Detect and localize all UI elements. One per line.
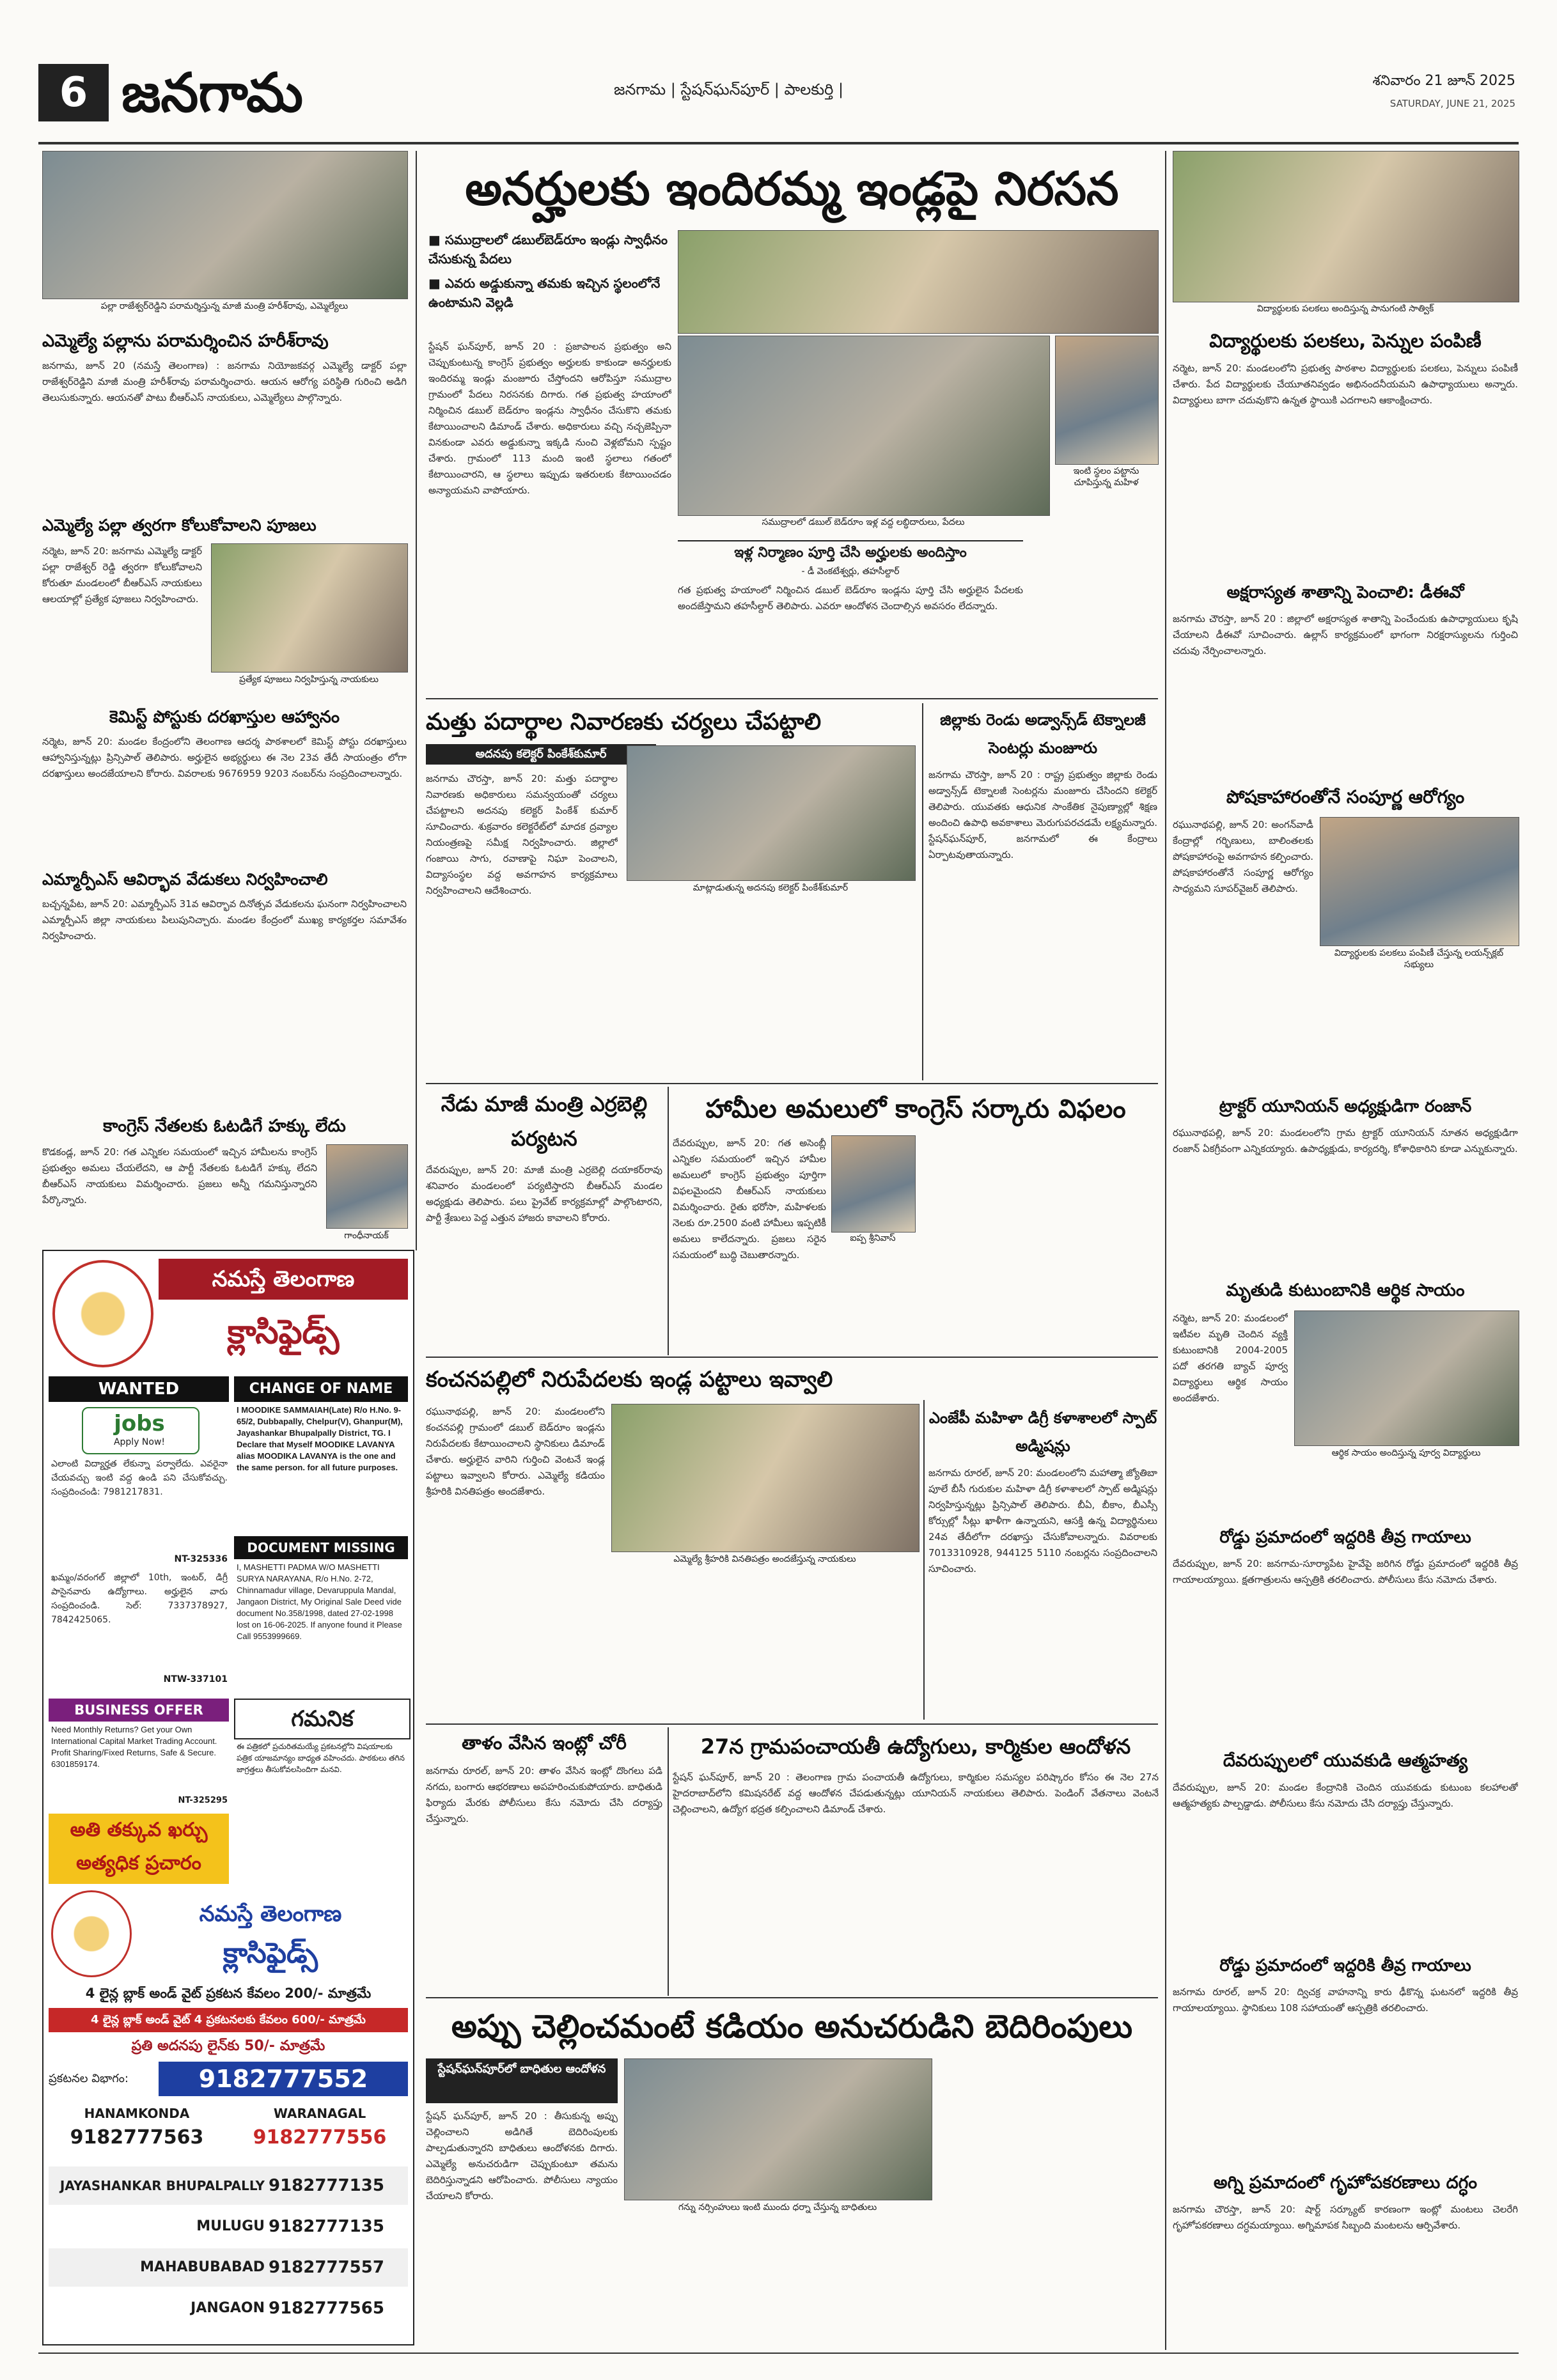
footer-rule xyxy=(38,2353,1519,2354)
quote-body: గత ప్రభుత్వ హయాంలో నిర్మించిన డబుల్ బెడ్‌రూం ఇండ్లను పూర్తి చేసి అర్హులైన పేదలకు అందజేస్తామని తహసీల్దార్ తెలిపారు. ఎవరూ ఆందోళన చెందాల్సిన అవసరం లేదన్నారు. xyxy=(678,584,1023,612)
story-title: ఎంజేపీ మహిళా డిగ్రీ కళాశాలలో స్పాట్ అడ్మిషన్లు xyxy=(928,1409,1157,1455)
business-offer-code: NT-325295 xyxy=(178,1796,228,1805)
notice-header: గమనిక xyxy=(234,1699,411,1739)
story-body: నర్మెట, జూన్ 20: మండల కేంద్రంలోని తెలంగాణ ఆదర్శ పాఠశాలలో కెమిస్ట్ పోస్టు దరఖాస్తులు ఆహ్వానిస్తున్నట్లు ప్రిన్సిపాల్ తెలిపారు. అర్హులైన అభ్యర్థులు ఈ నెల 23వ తేదీ సాయంత్రం లోగా దరఖాస్తులు అందజేయాలని కోరారు. వివరాలకు 9676959 9203 నంబర్‌ను సంప్రదించాలన్నారు. xyxy=(42,736,407,779)
district-line xyxy=(49,2207,408,2246)
classifieds-sub: క్లాసిఫైడ్స్ xyxy=(223,1937,318,1970)
photo-caption: ఐప్ప శ్రీనివాస్ xyxy=(850,1233,896,1243)
business-offer-text: Need Monthly Returns? Get your Own International Capital Market Trading Account. Profit Sharing/Fixed Returns, Safe & Secure. 6301859174. xyxy=(51,1725,217,1769)
photo-caption: విద్యార్థులకు పలకలు పంపిణీ చేస్తున్న లయన్స్‌క్లబ్ సభ్యులు xyxy=(1334,948,1504,970)
photo-caption: ఆర్థిక సాయం అందిస్తున్న పూర్వ విద్యార్థులు xyxy=(1331,1448,1481,1458)
photo-harish-visit xyxy=(42,151,408,299)
story-body: రఘునాథపల్లి, జూన్ 20: మండలంలోని కంచనపల్లి గ్రామంలో డబుల్ బెడ్‌రూం ఇండ్లను నిరుపేదలకు కేటాయించాలని స్థానికులు డిమాండ్ చేశారు. అర్హులైన వారిని గుర్తించి వెంటనే ఇండ్ల పట్టాలు ఇవ్వాలని కోరారు. ఎమ్మెల్యే కడియం శ్రీహరికి వినతిపత్రం అందజేశారు. xyxy=(426,1406,605,1497)
quote-box xyxy=(678,540,1023,688)
classifieds-brand: నమస్తే తెలంగాణ xyxy=(159,1259,408,1300)
story-body-cont xyxy=(921,1135,1157,1353)
story-kicker: అదనపు కలెక్టర్ పింకేశ్‌కుమార్ xyxy=(426,744,656,765)
story-body: కొడకండ్ల, జూన్ 20: గత ఎన్నికల సమయంలో ఇచ్చిన హామీలను కాంగ్రెస్ ప్రభుత్వం అమలు చేయలేదని, ఆ పార్టీ నేతలకు ఓటడిగే హక్కు లేదని బీఆర్‌ఎస్ నాయకులు విమర్శించారు. ప్రజలు అన్నీ గమనిస్తున్నారని పేర్కొన్నారు. xyxy=(42,1146,317,1206)
office-hanamkonda xyxy=(49,2103,225,2160)
col-rule xyxy=(668,1727,669,1996)
district-name: MAHABUBABAD xyxy=(140,2259,265,2275)
photo-caption: విద్యార్థులకు పలకలు అందిస్తున్న పానుగంటి సాత్విక్ xyxy=(1256,304,1434,314)
story-body: స్టేషన్ ఘన్‌పూర్, జూన్ 20 : తెలంగాణ గ్రామ పంచాయతీ ఉద్యోగులు, కార్మికుల సమస్యల పరిష్కారం కోసం ఈ నెల 27న హైదరాబాద్‌లోని కమిషనరేట్ వద్ద ఆందోళన చేపడుతున్నట్లు యూనియన్ నాయకులు తెలిపారు. పెండింగ్ వేతనాలు వెంటనే చెల్లించాలని, ఉద్యోగ భద్రత కల్పించాలని డిమాండ్ చేశారు. xyxy=(673,1771,1159,1815)
story-title: అగ్ని ప్రమాదంలో గృహోపకరణాలు దగ్ధం xyxy=(1213,2173,1478,2193)
lead-body: స్టేషన్ ఘన్‌పూర్, జూన్ 20 : ప్రజాపాలన ప్రభుత్వం అని చెప్పుకుంటున్న కాంగ్రెస్ ప్రభుత్వం అర్హులకు కాకుండా అనర్హులకు ఇందిరమ్మ ఇండ్లు మంజూరు చేస్తోందని ఆరోపిస్తూ సముద్రాల గ్రామంలో పేదలు నిరసనకు దిగారు. గత ప్రభుత్వ హయాంలో నిర్మించిన డబుల్ బెడ్‌రూం ఇండ్లను స్వాధీనం చేసుకొని తమకు కేటాయించాలని డిమాండ్ చేశారు. అధికారులు వచ్చి నచ్చజెప్పినా వినకుండా ఎవరు అడ్డుకున్నా ఇక్కడి నుంచి వెళ్లబోమని స్పష్టం చేశారు. గ్రామంలో 113 మంది ఇంటి స్థలాలు గతంలో కేటాయించారని, ఆ స్థలాలు ఇప్పుడు ఇతరులకు కేటాయించడం అన్యాయమని వాపోయారు. xyxy=(428,341,671,496)
story-body: దేవరుప్పుల, జూన్ 20: జనగామ-సూర్యాపేట హైవేపై జరిగిన రోడ్డు ప్రమాదంలో ఇద్దరికి తీవ్ర గాయాలయ్యాయి. క్షతగాత్రులను ఆస్పత్రికి తరలించారు. పోలీసులు కేసు నమోదు చేశారు. xyxy=(1173,1558,1518,1585)
story-body: జనగామ రూరల్, జూన్ 20: తాళం వేసిన ఇంట్లో దొంగలు పడి నగదు, బంగారు ఆభరణాలు అపహరించుకుపోయారు. బాధితుడి ఫిర్యాదు మేరకు పోలీసులు కేసు నమోదు చేసి దర్యాప్తు చేస్తున్నారు. xyxy=(426,1765,662,1824)
story-body: జనగామ రూరల్, జూన్ 20: ద్విచక్ర వాహనాన్ని కారు ఢీకొన్న ఘటనలో ఇద్దరికి తీవ్ర గాయాలయ్యాయి. స్థానికులు 108 సహాయంతో ఆస్పత్రికి తరలించారు. xyxy=(1173,1986,1518,2014)
classifieds-header xyxy=(43,1251,413,1373)
story-body-cont xyxy=(627,904,914,1077)
masthead-rule xyxy=(38,142,1519,144)
section-rule xyxy=(426,1357,1158,1358)
doc-missing-header: DOCUMENT MISSING xyxy=(234,1536,408,1559)
story-body: నర్మెట, జూన్ 20: మండలంలోని ప్రభుత్వ పాఠశాల విద్యార్థులకు పలకలు, పెన్నులు పంపిణీ చేశారు. పేద విద్యార్థులకు చేయూతనివ్వడం అభినందనీయమని ఉపాధ్యాయులు అన్నారు. విద్యార్థులు బాగా చదువుకొని ఉన్నత స్థాయికి ఎదగాలని ఆకాంక్షించారు. xyxy=(1173,362,1518,406)
section-rule xyxy=(426,698,1158,699)
photo-caption: సముద్రాలలో డబుల్ బెడ్‌రూం ఇళ్ల వద్ద లబ్ధిదారులు, పేదలు xyxy=(762,517,965,527)
photo-students-slates xyxy=(1173,151,1519,302)
wanted-code: NT-325336 xyxy=(174,1554,228,1564)
district-name: JANGAON xyxy=(191,2300,265,2316)
photo-caption: గన్ను నర్సింహులు ఇంటి ముందు ధర్నా చేస్తున్న బాధితులు xyxy=(678,2202,877,2213)
rate-line-1: 4 లైన్ల బ్లాక్ అండ్ వైట్ ప్రకటన కేవలం 200/- మాత్రమే xyxy=(85,1986,372,2001)
photo-lead-crowd xyxy=(678,336,1050,516)
photo-caption: మాట్లాడుతున్న అదనపు కలెక్టర్ పింకేశ్‌కుమార్ xyxy=(692,883,849,893)
story-body: దేవరుప్పుల, జూన్ 20: గత అసెంబ్లీ ఎన్నికల సమయంలో ఇచ్చిన హామీల అమలులో కాంగ్రెస్ ప్రభుత్వం పూర్తిగా విఫలమైందని బీఆర్‌ఎస్ నాయకులు విమర్శించారు. రైతు భరోసా, మహిళలకు నెలకు రూ.2500 వంటి హామీలు ఇప్పటికీ అమలు కాలేదన్నారు. ప్రజలు సరైన సమయంలో బుద్ధి చెబుతారన్నారు. xyxy=(673,1137,826,1261)
rate-line-2: 4 లైన్ల బ్లాక్ అండ్ వైట్ 4 ప్రకటనలకు కేవలం 600/- మాత్రమే xyxy=(49,2008,408,2032)
namaste-logo-icon xyxy=(52,1260,153,1367)
col-rule xyxy=(923,1400,925,1720)
story-title: రోడ్డు ప్రమాదంలో ఇద్దరికి తీవ్ర గాయాలు xyxy=(1219,1528,1471,1547)
story-title: కంచనపల్లిలో నిరుపేదలకు ఇండ్ల పట్టాలు ఇవ్వాలి xyxy=(426,1367,833,1392)
story-body: రఘునాథపల్లి, జూన్ 20: అంగన్‌వాడీ కేంద్రాల్లో గర్భిణులు, బాలింతలకు పోషకాహారంపై అవగాహన కల్పించారు. పోషకాహారంతోనే సంపూర్ణ ఆరోగ్యం సాధ్యమని సూపర్‌వైజర్ తెలిపారు. xyxy=(1173,819,1313,894)
story-title: అక్షరాస్యత శాతాన్ని పెంచాలి: డీఈవో xyxy=(1226,583,1464,602)
story-body-cont xyxy=(611,1575,918,1716)
story-title: ట్రాక్టర్ యూనియన్ అధ్యక్షుడిగా రంజాన్ xyxy=(1219,1097,1472,1116)
photo-woman-patta xyxy=(1055,336,1159,465)
photo-caption: ప్రత్యేక పూజలు నిర్వహిస్తున్న నాయకులు xyxy=(239,674,379,685)
story-body: దేవరుప్పుల, జూన్ 20: మండల కేంద్రానికి చెందిన యువకుడు కుటుంబ కలహాలతో ఆత్మహత్యకు పాల్పడ్డాడు. పోలీసులు కేసు నమోదు చేసి దర్యాప్తు చేస్తున్నారు. xyxy=(1173,1782,1518,1809)
wanted2-ad-text: ఖమ్మం/వరంగల్ జిల్లాలో 10th, ఇంటర్, డిగ్రీ పాసైనవారు ఉద్యోగాలు. అర్హులైన వారు సంప్రదించండి. సెల్: 7337378927, 7842425065. xyxy=(51,1573,228,1625)
office-phone: 9182777563 xyxy=(70,2126,204,2149)
story-title: కాంగ్రెస్ నేతలకు ఓటడిగే హక్కు లేదు xyxy=(103,1116,346,1136)
lead-bullet: ■ సముద్రాలలో డబుల్‌బెడ్‌రూం ఇండ్లు స్వాధీనం చేసుకున్న పేదలు xyxy=(428,232,668,267)
doc-missing-text: I, MASHETTI PADMA W/O MASHETTI SURYA NARAYANA, R/o H.No. 2-72, Chinnamadur village, Devaruppula Mandal, Jangaon District, My Original Sale Deed vide document No.358/1998, dated 27-02-1998 lost on 16-06-2025. If anyone found it Please Call 9553999669. xyxy=(237,1562,402,1641)
change-name-header: CHANGE OF NAME xyxy=(234,1376,408,1402)
district-name: MULUGU xyxy=(196,2218,265,2234)
story-title: ఎమ్మెల్యే పల్లా త్వరగా కోలుకోవాలని పూజలు xyxy=(42,516,317,534)
notice-text: ఈ పత్రికలో ప్రచురితమయ్యే ప్రకటనల్లోని విషయాలకు పత్రిక యాజమాన్యం బాధ్యత వహించదు. పాఠకులు తగిన జాగ్రత్తలు తీసుకోవలసిందిగా మనవి. xyxy=(237,1742,405,1774)
story-kicker: స్టేషన్‌ఘన్‌పూర్‌లో బాధితుల ఆందోళన xyxy=(426,2058,618,2103)
cheap-ads-banner: అతి తక్కువ ఖర్చు అత్యధిక ప్రచారం xyxy=(49,1814,229,1884)
story-body: దేవరుప్పుల, జూన్ 20: మాజీ మంత్రి ఎర్రబెల్లి దయాకర్‌రావు శనివారం మండలంలో పర్యటిస్తారని బీఆర్‌ఎస్ మండల అధ్యక్షుడు తెలిపారు. పలు ప్రైవేట్ కార్యక్రమాల్లో పాల్గొంటారని, పార్టీ శ్రేణులు పెద్ద ఎత్తున హాజరు కావాలని కోరారు. xyxy=(426,1164,662,1224)
story-body: నర్మెట, జూన్ 20: మండలంలో ఇటీవల మృతి చెందిన వ్యక్తి కుటుంబానికి 2004-2005 పదో తరగతి బ్యాచ్ పూర్వ విద్యార్థులు ఆర్థిక సాయం అందజేశారు. xyxy=(1173,1312,1288,1404)
wanted-header: WANTED xyxy=(49,1376,229,1402)
story-title: మృతుడి కుటుంబానికి ఆర్థిక సాయం xyxy=(1226,1280,1465,1300)
wanted2-code: NTW-337101 xyxy=(163,1674,228,1684)
story-title: దేవరుప్పులలో యువకుడి ఆత్మహత్య xyxy=(1223,1751,1468,1771)
contact-label: ప్రకటనల విభాగం: xyxy=(49,2072,129,2085)
page-number: 6 xyxy=(38,64,109,121)
story-body-cont xyxy=(1320,978,1518,1087)
story-body: జనగామ, జూన్ 20 (నమస్తే తెలంగాణ) : జనగామ నియోజకవర్గ ఎమ్మెల్యే డాక్టర్ పల్లా రాజేశ్వర్‌రెడ్డిని మాజీ మంత్రి హరీశ్‌రావు పరామర్శించారు. ఆయన ఆరోగ్య పరిస్థితి గురించి అడిగి తెలుసుకున్నారు. ఆయనతో పాటు బీఆర్‌ఎస్ నాయకులు, ఎమ్మెల్యేలు పాల్గొన్నారు. xyxy=(42,360,407,403)
story-body: స్టేషన్ ఘన్‌పూర్, జూన్ 20 : తీసుకున్న అప్పు చెల్లించాలని అడిగితే బెదిరింపులకు పాల్పడుతున్నారని బాధితులు ఆందోళనకు దిగారు. ఎమ్మెల్యే అనుచరుడిగా చెప్పుకుంటూ తమను బెదిరిస్తున్నాడని ఆరోపించారు. పోలీసులు న్యాయం చేయాలని కోరారు. xyxy=(426,2110,618,2202)
section-title: జనగామ xyxy=(121,61,304,124)
district-phone: 9182777565 xyxy=(269,2299,384,2318)
story-title: విద్యార్థులకు పలకలు, పెన్నుల పంపిణీ xyxy=(1209,330,1482,352)
story-title: 27న గ్రామపంచాయతీ ఉద్యోగులు, కార్మికుల ఆందోళన xyxy=(700,1734,1131,1759)
photo-alumni-help xyxy=(1294,1311,1519,1446)
story-title: హామీల అమలులో కాంగ్రెస్ సర్కారు విఫలం xyxy=(705,1094,1126,1124)
lead-body-cont xyxy=(1029,511,1157,690)
business-offer-header: BUSINESS OFFER xyxy=(49,1699,229,1722)
story-title: జిల్లాకు రెండు అడ్వాన్స్‌డ్ టెక్నాలజీ సెంటర్లు మంజూరు xyxy=(940,711,1146,757)
office-phone: 9182777556 xyxy=(253,2126,387,2149)
col-rule-right xyxy=(1165,151,1166,2350)
quote-title: ఇళ్ల నిర్మాణం పూర్తి చేసి అర్హులకు అందిస్తాం xyxy=(734,545,967,561)
story-body: బచ్చన్నపేట, జూన్ 20: ఎమ్మార్పీఎస్ 31వ ఆవిర్భావ దినోత్సవ వేడుకలను ఘనంగా నిర్వహించాలని ఎమ్మార్పీఎస్ జిల్లా నాయకులు పిలుపునిచ్చారు. మండల కేంద్రంలో ముఖ్య కార్యకర్తల సమావేశం నిర్వహించారు. xyxy=(42,898,407,942)
photo-caption: పల్లా రాజేశ్వర్‌రెడ్డిని పరామర్శిస్తున్న మాజీ మంత్రి హరీశ్‌రావు, ఎమ్మెల్యేలు xyxy=(100,301,348,311)
section-rule xyxy=(426,1083,1158,1084)
section-rule xyxy=(426,1723,1158,1725)
story-title: పోషకాహారంతోనే సంపూర్ణ ఆరోగ్యం xyxy=(1226,786,1465,807)
classifieds-sub: క్లాసిఫైడ్స్ xyxy=(227,1313,340,1351)
change-name-text: I MOODIKE SAMMAIAH(Late) R/o H.No. 9-65/2, Dubbapally, Chelpur(V), Ghanpur(M), Jayashankar Bhupalpally District, TG. I Declare that Myself MOODIKE LAVANYA alias MOODIKA LAVANYA is the one and the same person. for all future purposes. xyxy=(237,1405,403,1472)
photo-gandhinayak xyxy=(326,1144,408,1229)
story-body-cont xyxy=(1294,1466,1518,1518)
photo-drug-meeting xyxy=(627,745,916,881)
lead-bullets xyxy=(428,230,671,326)
story-body: జనగామ రూరల్, జూన్ 20: మండలంలోని మహాత్మా జ్యోతిబా పూలే బీసీ గురుకుల మహిళా డిగ్రీ కళాశాలలో స్పాట్ అడ్మిషన్లు నిర్వహిస్తున్నట్లు ప్రిన్సిపాల్ తెలిపారు. బీఏ, బీకాం, బీఎస్సీ కోర్సుల్లో సీట్లు ఖాళీగా ఉన్నాయని, ఆసక్తి ఉన్న విద్యార్థినులు 24వ తేదీలోగా దరఖాస్తు చేసుకోవాలన్నారు. వివరాలకు 7013310928, 944125 5110 నంబర్లను సంప్రదించాలని సూచించారు. xyxy=(928,1467,1157,1575)
jobs-sub: Apply Now! xyxy=(113,1437,166,1447)
story-body-cont xyxy=(937,2058,1157,2345)
photo-lead-buildings xyxy=(678,230,1159,334)
wanted-ad-text: ఎలాంటి విద్యార్హత లేకున్నా పర్వాలేదు. ఎవరైనా చేయవచ్చు ఇంటి వద్ద ఉండి పని చేసుకోవచ్చు. సంప్రదించండి: 7981217831. xyxy=(51,1459,228,1497)
story-body: జనగామ చౌరస్తా, జూన్ 20: షార్ట్ సర్క్యూట్ కారణంగా ఇంట్లో మంటలు చెలరేగి గృహోపకరణాలు దగ్ధమయ్యాయి. అగ్నిమాపక సిబ్బంది మంటలను ఆర్పివేశారు. xyxy=(1173,2204,1518,2231)
district-line xyxy=(49,2166,408,2205)
story-body-cont xyxy=(624,2223,931,2345)
jobs-logo xyxy=(82,1407,200,1454)
rate-line-3: ప్రతి అదనపు లైన్‌కు 50/- మాత్రమే xyxy=(131,2038,325,2054)
masthead xyxy=(38,45,1519,141)
office-name: WARANAGAL xyxy=(273,2106,366,2121)
photo-pooja xyxy=(211,543,408,673)
date-en: SATURDAY, JUNE 21, 2025 xyxy=(1389,98,1515,109)
section-rule xyxy=(426,1997,1158,1998)
story-body: రఘునాథపల్లి, జూన్ 20: మండలంలోని గ్రామ ట్రాక్టర్ యూనియన్ నూతన అధ్యక్షుడిగా రంజాన్ ఏకగ్రీవంగా ఎన్నికయ్యారు. ఉపాధ్యక్షుడు, కార్యదర్శి, కోశాధికారిని కూడా ఎన్నుకున్నారు. xyxy=(1173,1127,1518,1155)
classifieds-block xyxy=(42,1250,414,2345)
quote-author: - డీ వెంకటేశ్వర్లు, తహసీల్దార్ xyxy=(801,566,900,577)
photo-caption: గాంధీనాయక్ xyxy=(344,1231,389,1241)
col-rule xyxy=(922,703,923,1080)
col-rule xyxy=(668,1087,669,1355)
district-phone: 9182777135 xyxy=(269,2217,384,2236)
office-name: HANAMKONDA xyxy=(84,2106,190,2121)
lead-bullet: ■ ఎవరు అడ్డుకున్నా తమకు ఇచ్చిన స్థలంలోనే ఉంటామని వెల్లడి xyxy=(428,276,661,310)
district-line xyxy=(49,2248,408,2287)
namaste-logo-icon xyxy=(51,1890,132,1977)
lead-headline: అనర్హులకు ఇందిరమ్మ ఇండ్లపై నిరసన xyxy=(465,162,1119,215)
photo-lions-club xyxy=(1320,817,1519,946)
story-title: అప్పు చెల్లించమంటే కడియం అనుచరుడిని బెదిరింపులు xyxy=(451,2008,1133,2045)
towns-line: జనగామ | స్టేషన్‌ఘన్‌పూర్ | పాలకుర్తి | xyxy=(614,81,844,98)
district-name: JAYASHANKAR BHUPALPALLY xyxy=(59,2178,265,2193)
photo-caption: ఇంటి స్థలం పట్టాను చూపిస్తున్న మహిళ xyxy=(1073,466,1139,488)
story-title: ఎమ్మెల్యే పల్లాను పరామర్శించిన హరీశ్‌రావు xyxy=(42,331,329,351)
story-title: మత్తు పదార్థాల నివారణకు చర్యలు చేపట్టాలి xyxy=(426,709,822,735)
contact-phone: 9182777552 xyxy=(159,2062,408,2096)
district-line xyxy=(49,2289,408,2328)
office-warangal xyxy=(231,2103,408,2160)
story-body: జనగామ చౌరస్తా, జూన్ 20 : రాష్ట్ర ప్రభుత్వం జిల్లాకు రెండు అడ్వాన్స్‌డ్ టెక్నాలజీ సెంటర్లను మంజూరు చేసిందని కలెక్టర్ తెలిపారు. యువతకు ఆధునిక సాంకేతిక నైపుణ్యాల్లో శిక్షణ అందించి ఉపాధి అవకాశాలు మెరుగుపరచడమే లక్ష్యమన్నారు. స్టేషన్‌ఘన్‌పూర్, జనగామలో ఈ కేంద్రాలు ఏర్పాటవుతాయన్నారు. xyxy=(928,769,1157,860)
story-title: రోడ్డు ప్రమాదంలో ఇద్దరికి తీవ్ర గాయాలు xyxy=(1219,1956,1471,1975)
district-phone: 9182777557 xyxy=(269,2258,384,2277)
photo-kanchan xyxy=(611,1404,919,1552)
story-title: తాళం వేసిన ఇంట్లో చోరీ xyxy=(462,1732,627,1754)
jobs-text: jobs xyxy=(114,1411,165,1436)
district-phone: 9182777135 xyxy=(269,2176,384,2195)
story-body: జనగామ చౌరస్తా, జూన్ 20 : జిల్లాలో అక్షరాస్యత శాతాన్ని పెంచేందుకు ఉపాధ్యాయులు కృషి చేయాలని డీఈవో సూచించారు. ఉల్లాస్ కార్యక్రమంలో భాగంగా నిరక్షరాస్యులను గుర్తించి చదువు నేర్పించాలన్నారు. xyxy=(1173,613,1518,657)
photo-srinivas xyxy=(831,1135,916,1233)
story-title: కెమిస్ట్ పోస్టుకు దరఖాస్తుల ఆహ్వానం xyxy=(109,708,340,727)
photo-threat-dharna xyxy=(624,2058,932,2200)
classifieds-brand: నమస్తే తెలంగాణ xyxy=(199,1901,342,1927)
photo-caption: ఎమ్మెల్యే శ్రీహరికి వినతిపత్రం అందజేస్తున్న నాయకులు xyxy=(673,1554,856,1564)
story-title: నేడు మాజీ మంత్రి ఎర్రబెల్లి పర్యటన xyxy=(441,1092,648,1151)
date-te: శనివారం 21 జూన్ 2025 xyxy=(1372,73,1515,89)
story-body: జనగామ చౌరస్తా, జూన్ 20: మత్తు పదార్థాల నివారణకు అధికారులు సమన్వయంతో చర్యలు చేపట్టాలని అదనపు కలెక్టర్ పింకేశ్ కుమార్ సూచించారు. శుక్రవారం కలెక్టరేట్‌లో మాదక ద్రవ్యాల నియంత్రణపై సమీక్ష నిర్వహించారు. జిల్లాలో గంజాయి సాగు, రవాణాపై నిఘా పెంచాలని, విద్యాసంస్థల వద్ద అవగాహన కార్యక్రమాలు నిర్వహించాలని ఆదేశించారు. xyxy=(426,773,618,896)
col-rule-left xyxy=(416,151,417,1250)
story-body: నర్మెట, జూన్ 20: జనగామ ఎమ్మెల్యే డాక్టర్ పల్లా రాజేశ్వర్ రెడ్డి త్వరగా కోలుకోవాలని కోరుతూ మండలంలో బీఆర్‌ఎస్ నాయకులు ఆలయాల్లో ప్రత్యేక పూజలు నిర్వహించారు. xyxy=(42,545,202,605)
story-title: ఎమ్మార్పీఎస్ ఆవిర్భావ వేడుకలు నిర్వహించాలి xyxy=(42,870,328,889)
